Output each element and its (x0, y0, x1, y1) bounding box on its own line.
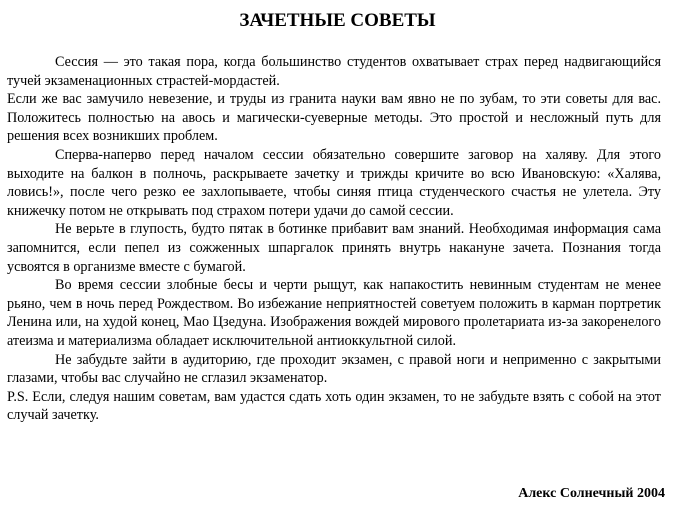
paragraph-coin-myth: Не верьте в глупость, будто пятак в ботинке прибавит вам знаний. Необходимая информация сама запомнится, если пепел из сожженных шпаргалок принять внутрь накануне зачета. Познания тогда усвоятся в организме вместе с бумагой. (7, 221, 661, 275)
paragraph-postscript: P.S. Если, следуя нашим советам, вам удастся сдать хоть один экзамен, то не забудьте взять с собой на этот случай зачетку. (7, 388, 661, 424)
paragraph-right-foot: Не забудьте зайти в аудиторию, где проходит экзамен, с правой ноги и неприменно с закрытыми глазами, чтобы вас случайно не сглазил экзаменатор. (7, 351, 661, 387)
paragraph-bad-luck: Если же вас замучило невезение, и труды из гранита науки вам явно не по зубам, то эти советы для вас. Положитесь полностью на авось и магически-суеверные методы. Это простой и несложный путь для решения всех возникших проблем. (7, 91, 661, 145)
document-title: ЗАЧЕТНЫЕ СОВЕТЫ (239, 10, 436, 31)
document-body (7, 53, 661, 425)
author-signature: Алекс Солнечный 2004 (518, 486, 665, 501)
paragraph-demons: Во время сессии злобные бесы и черти рыщут, как напакостить невинным студентам не менее рьяно, чем в ночь перед Рождеством. Во избежание неприятностей советуем положить в карман портретик Ленина или, на худой конец, Мао Цзедуна. Изображения вождей мирового пролетариата из-за закоренелого атеизма и материализма обладает исключительной антиоккультной силой. (7, 277, 661, 349)
paragraph-freebie-spell: Сперва-наперво перед началом сессии обязательно совершите заговор на халяву. Для этого выходите на балкон в полночь, раскрываете зачетку и трижды кричите во всю Ивановскую: «Халява, ловись!», после чего резко ее захлопываете, чтобы синяя птица студенческого счастья не улетела. Эту книжечку потом не открывать под страхом потери удачи до самой сессии. (7, 146, 661, 219)
paragraph-session-intro: Сессия — это такая пора, когда большинство студентов охватывает страх перед надвигающийся тучей экзаменационных страстей-мордастей. (7, 54, 661, 89)
